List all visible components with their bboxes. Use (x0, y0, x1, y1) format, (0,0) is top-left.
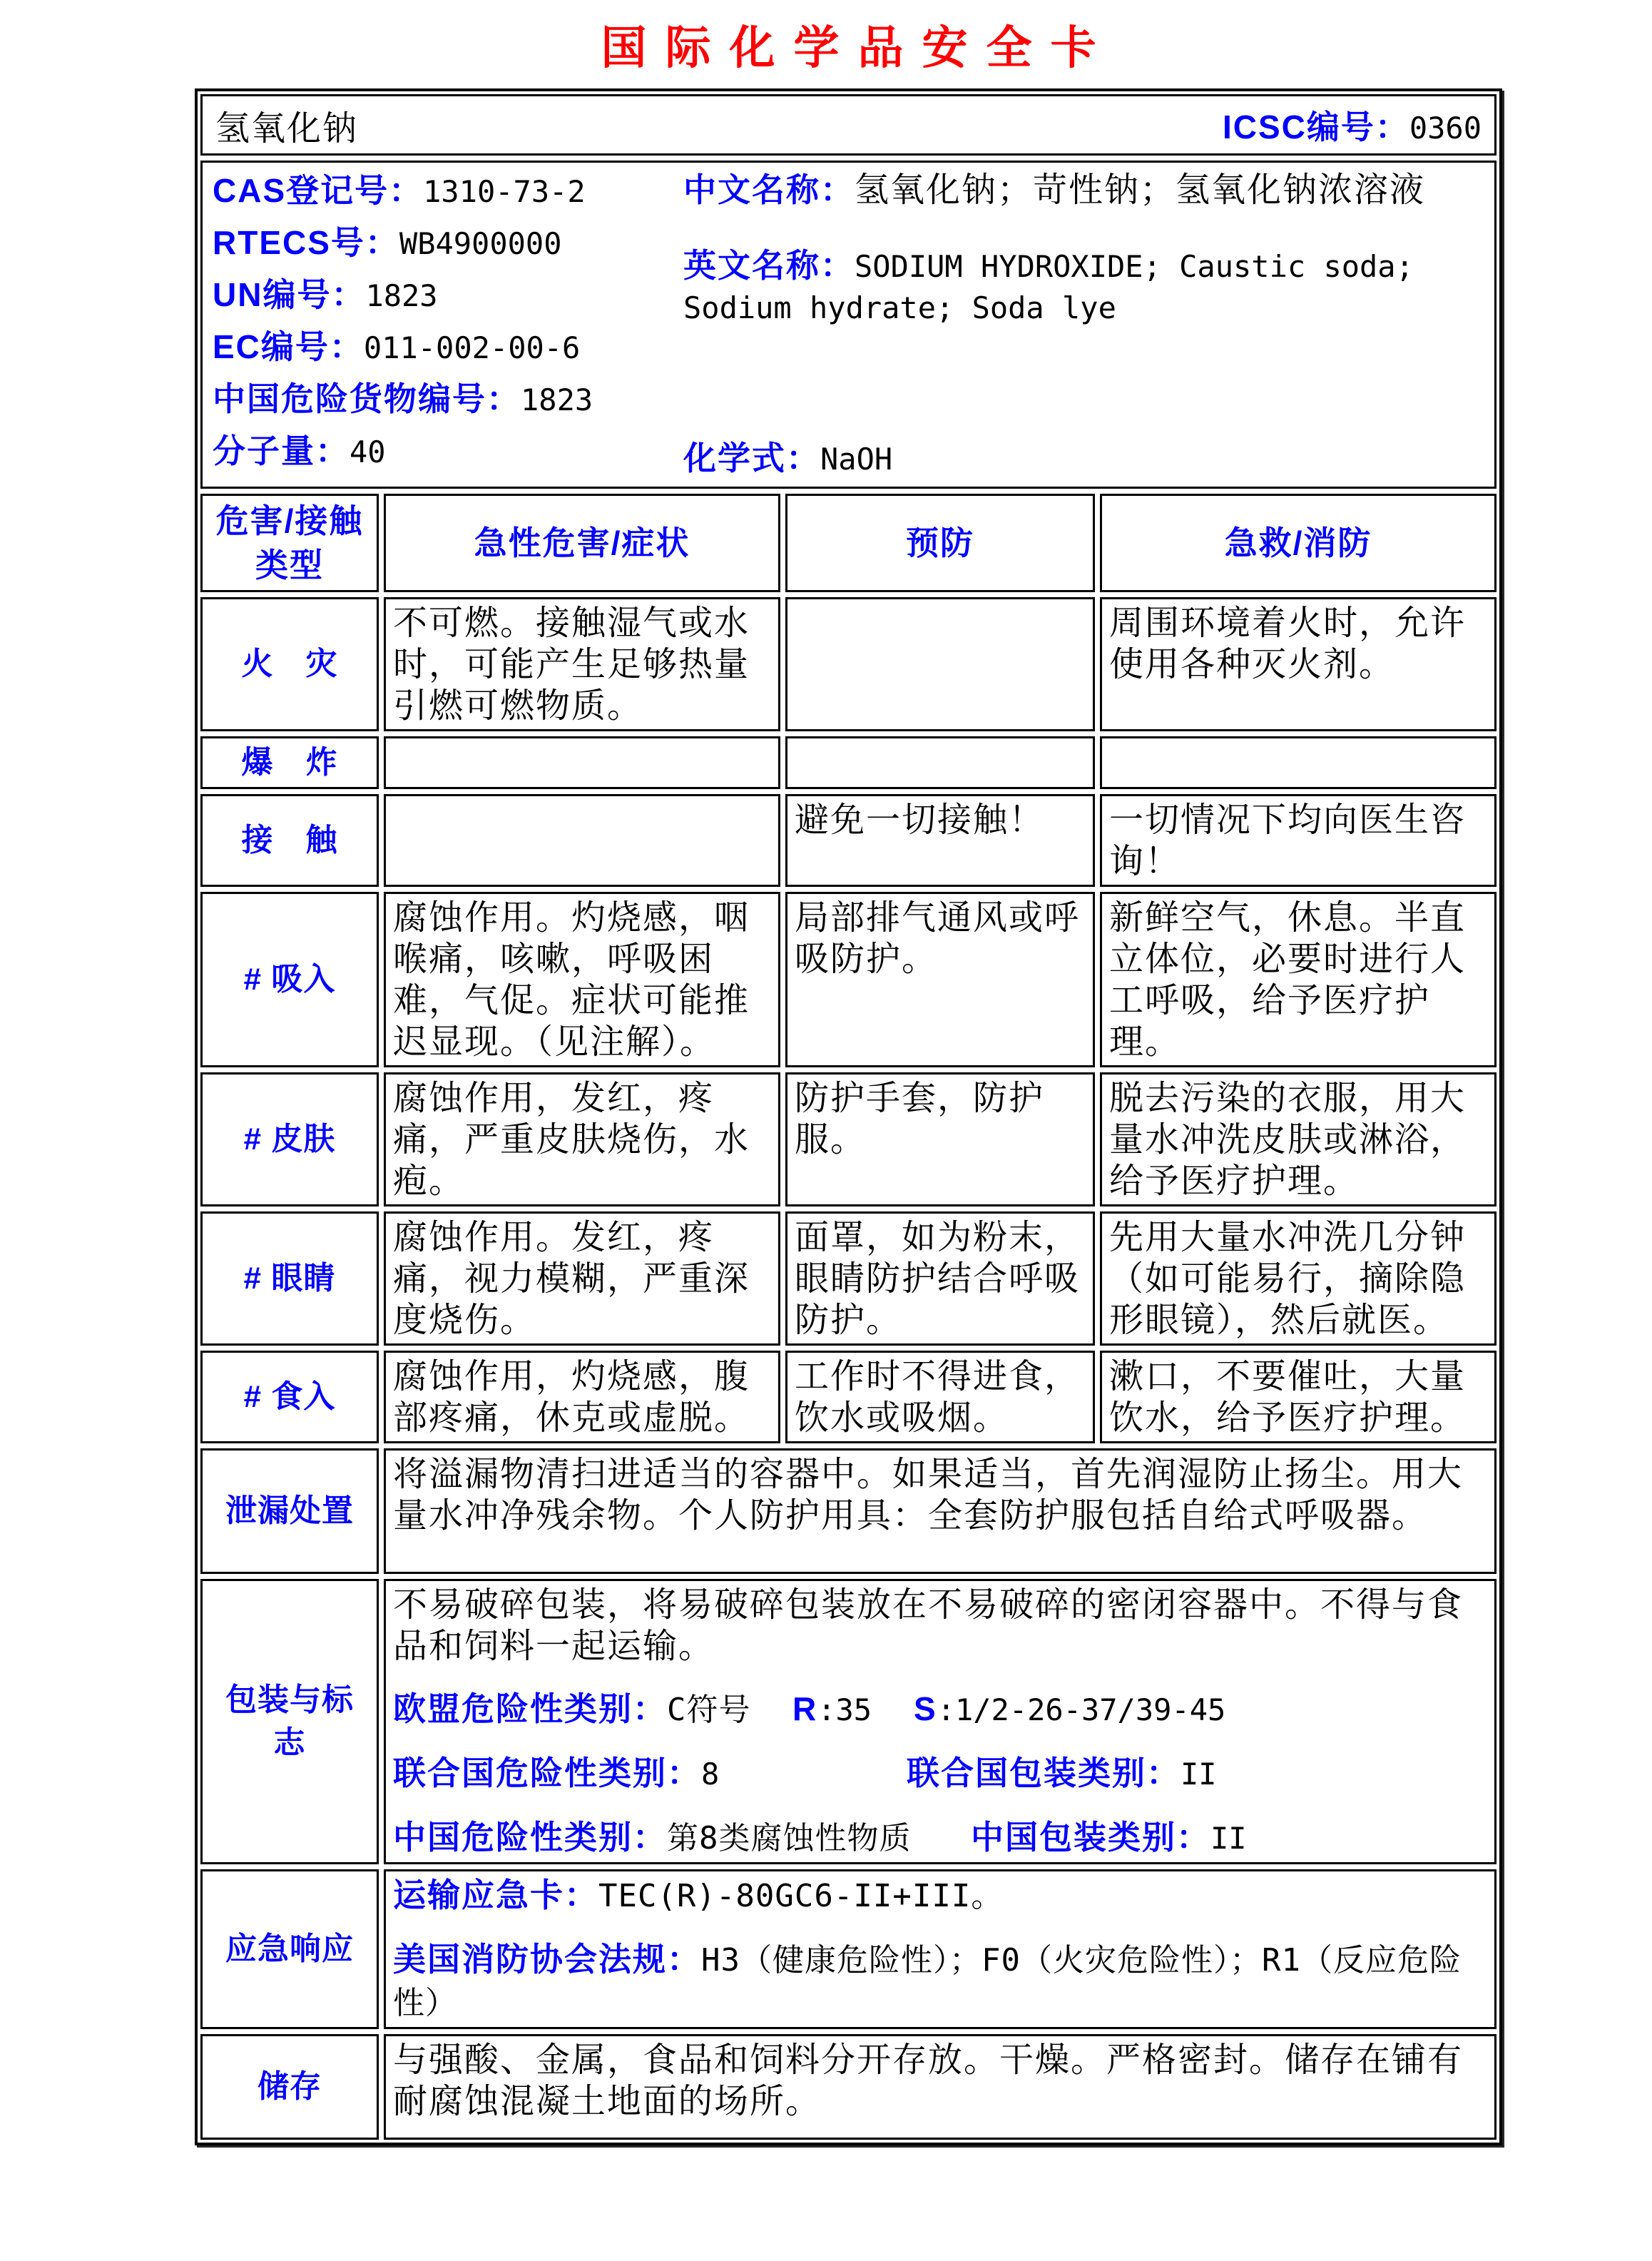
eu-class-label: 欧盟危险性类别： (393, 1690, 667, 1727)
row-eyes-label: # 眼睛 (200, 1211, 379, 1346)
skin-first-aid: 脱去污染的衣服，用大量水冲洗皮肤或淋浴，给予医疗护理。 (1100, 1072, 1497, 1206)
row-storage-label: 储存 (200, 2034, 379, 2140)
nfpa-label: 美国消防协会法规： (393, 1941, 701, 1978)
row-ingestion-label: # 食入 (200, 1351, 379, 1443)
inhalation-first-aid: 新鲜空气，休息。半直立体位，必要时进行人工呼吸，给予医疗护理。 (1100, 892, 1497, 1067)
ingestion-symptoms: 腐蚀作用，灼烧感，腹部疼痛，休克或虚脱。 (384, 1351, 780, 1443)
explosion-symptoms (384, 736, 780, 789)
page-title-text: 国际化学品安全卡 (601, 22, 1115, 73)
icsc-value: 0360 (1409, 111, 1482, 146)
substance-name: 氢氧化钠 (215, 108, 359, 148)
identifier-un (213, 273, 683, 325)
skin-symptoms: 腐蚀作用，发红，疼痛，严重皮肤烧伤，水疱。 (384, 1072, 780, 1206)
formula-label: 化学式： (683, 440, 820, 477)
s-phrase-label: S (914, 1690, 937, 1727)
un-class-pair (393, 1752, 907, 1795)
inhalation-prevention: 局部排气通风或呼吸防护。 (785, 892, 1095, 1067)
name-list (683, 168, 1482, 481)
cn-pack-value: II (1210, 1821, 1247, 1856)
english-name-value: SODIUM HYDROXIDE; Caustic soda; Sodium hydrate; Soda lye (683, 249, 1414, 325)
col-header-hazard-type: 危害/接触类型 (200, 494, 379, 592)
un-pack-value: II (1181, 1757, 1217, 1792)
identifier-list (213, 168, 683, 481)
page-title (195, 0, 1502, 88)
row-explosion-label: 爆 炸 (200, 736, 379, 789)
un-pack-label: 联合国包装类别： (907, 1754, 1181, 1792)
identifiers-section (200, 161, 1497, 489)
exposure-first-aid: 一切情况下均向医生咨询！ (1100, 794, 1497, 887)
fire-symptoms: 不可燃。接触湿气或水时，可能产生足够热量引燃可燃物质。 (384, 597, 780, 731)
un-class-label: 联合国危险性类别： (393, 1754, 701, 1792)
col-header-prevention: 预防 (785, 494, 1095, 592)
fire-first-aid: 周围环境着火时，允许使用各种灭火剂。 (1100, 597, 1497, 731)
eyes-prevention: 面罩，如为粉末，眼睛防护结合呼吸防护。 (785, 1211, 1095, 1346)
row-spill-label: 泄漏处置 (200, 1448, 379, 1574)
tec-line (393, 1874, 1487, 1917)
un-pack-pair (907, 1753, 1217, 1793)
inhalation-symptoms: 腐蚀作用。灼烧感，咽喉痛，咳嗽，呼吸困难，气促。症状可能推迟显现。（见注解）。 (384, 892, 780, 1067)
explosion-first-aid (1100, 736, 1497, 789)
un-value: 1823 (365, 278, 438, 313)
emergency-content (384, 1869, 1497, 2029)
row-skin-label: # 皮肤 (200, 1072, 379, 1206)
chinese-name-line (683, 168, 1482, 211)
rtecs-value: WB4900000 (399, 226, 562, 261)
un-class-value: 8 (701, 1757, 720, 1792)
ingestion-prevention: 工作时不得进食，饮水或吸烟。 (785, 1351, 1095, 1443)
s-phrase-pair (914, 1689, 1225, 1729)
chinese-name-label: 中文名称： (683, 171, 855, 208)
row-exposure-label: 接 触 (200, 794, 379, 887)
identifier-cas (213, 168, 683, 220)
cn-class-value: 第8类腐蚀性物质 (667, 1820, 912, 1856)
cas-value: 1310-73-2 (423, 174, 586, 209)
eyes-first-aid: 先用大量水冲洗几分钟（如可能易行，摘除隐形眼镜），然后就医。 (1100, 1211, 1497, 1346)
row-fire-label: 火 灾 (200, 597, 379, 731)
china-dg-label: 中国危险货物编号： (213, 380, 521, 417)
icsc-label: ICSC编号： (1222, 108, 1409, 146)
r-phrase-pair (792, 1688, 914, 1731)
r-phrase-value: :35 (817, 1692, 872, 1727)
exposure-prevention: 避免一切接触！ (785, 794, 1095, 887)
storage-text: 与强酸、金属，食品和饲料分开存放。干燥。严格密封。储存在铺有耐腐蚀混凝土地面的场所。 (384, 2034, 1497, 2140)
row-packaging-label: 包装与标志 (200, 1579, 379, 1864)
row-emergency-label: 应急响应 (200, 1869, 379, 2029)
cn-class-pair (393, 1817, 971, 1859)
row-inhalation-label: # 吸入 (200, 892, 379, 1067)
identifier-ec (213, 325, 683, 377)
rtecs-label: RTECS号： (213, 224, 399, 261)
nfpa-line (393, 1939, 1487, 2024)
formula-line (683, 437, 1482, 481)
icsc-number (1223, 101, 1482, 148)
substance-header-row (200, 94, 1497, 156)
chinese-name-value: 氢氧化钠；苛性钠；氢氧化钠浓溶液 (855, 170, 1426, 210)
explosion-prevention (785, 736, 1095, 789)
china-dg-value: 1823 (521, 382, 593, 417)
safety-card-table (195, 88, 1502, 2145)
cn-pack-label: 中国包装类别： (971, 1819, 1210, 1856)
packaging-eu-line (393, 1688, 1487, 1731)
un-label: UN编号： (213, 276, 366, 313)
cn-class-label: 中国危险性类别： (393, 1819, 667, 1856)
ec-label: EC编号： (213, 328, 364, 365)
identifier-china-dg (213, 377, 683, 429)
skin-prevention: 防护手套，防护服。 (785, 1072, 1095, 1206)
packaging-cn-line (393, 1817, 1487, 1859)
molweight-label: 分子量： (213, 432, 350, 469)
english-name-label: 英文名称： (683, 247, 855, 284)
identifier-molweight (213, 429, 683, 481)
eyes-symptoms: 腐蚀作用。发红，疼痛，视力模糊，严重深度烧伤。 (384, 1211, 780, 1346)
fire-prevention (785, 597, 1095, 731)
identifier-rtecs (213, 220, 683, 273)
cn-pack-pair (971, 1817, 1247, 1857)
eu-class-value: C符号 (667, 1692, 751, 1728)
exposure-symptoms (384, 794, 780, 887)
tec-value: TEC(R)-80GC6-II+III。 (598, 1878, 1004, 1914)
col-header-symptoms: 急性危害/症状 (384, 494, 780, 592)
packaging-intro: 不易破碎包装，将易破碎包装放在不易破碎的密闭容器中。不得与食品和饲料一起运输。 (393, 1585, 1464, 1666)
ingestion-first-aid: 漱口，不要催吐，大量饮水，给予医疗护理。 (1100, 1351, 1497, 1443)
english-name-line (683, 245, 1482, 328)
col-header-firstaid: 急救/消防 (1100, 494, 1497, 592)
eu-class-pair (393, 1688, 792, 1731)
ec-value: 011-002-00-6 (363, 330, 581, 365)
formula-value: NaOH (820, 442, 893, 477)
molweight-value: 40 (350, 435, 386, 469)
packaging-content (384, 1579, 1497, 1864)
packaging-un-line (393, 1752, 1487, 1795)
tec-label: 运输应急卡： (393, 1876, 598, 1914)
r-phrase-label: R (792, 1690, 818, 1727)
cas-label: CAS登记号： (213, 172, 424, 209)
spill-text: 将溢漏物清扫进适当的容器中。如果适当，首先润湿防止扬尘。用大量水冲净残余物。个人防护用具：全套防护服包括自给式呼吸器。 (384, 1448, 1497, 1574)
nfpa-value: H3（健康危险性）；F0（火灾危险性）；R1（反应危险性） (393, 1942, 1462, 2021)
s-phrase-value: :1/2-26-37/39-45 (937, 1692, 1226, 1727)
